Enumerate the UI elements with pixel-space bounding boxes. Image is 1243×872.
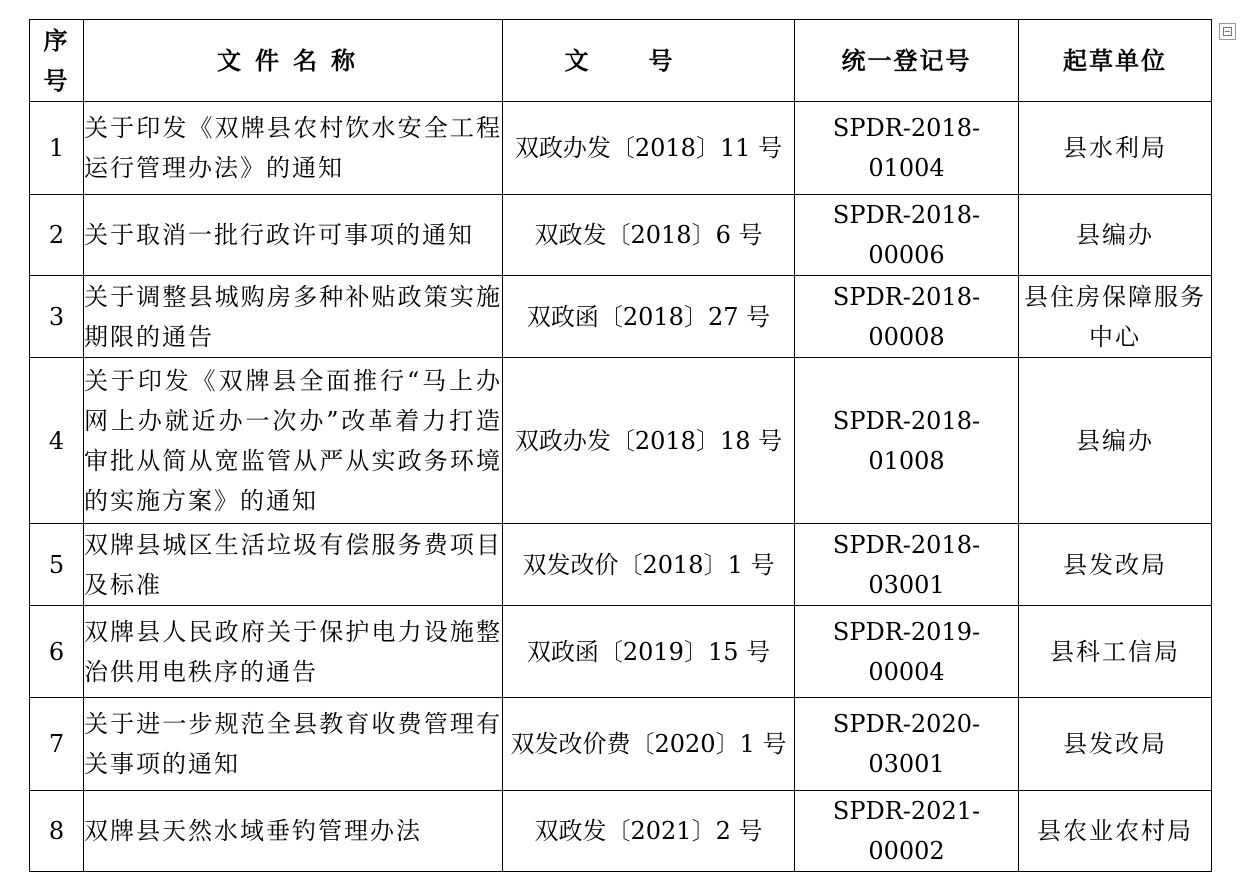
header-row (30, 20, 1212, 102)
cell-reg-no: SPDR-2020-03001 (795, 698, 1019, 791)
cell-name: 双牌县天然水域垂钓管理办法 (84, 791, 503, 872)
header-seq (30, 20, 84, 102)
cell-reg-no: SPDR-2018-03001 (795, 524, 1019, 606)
cell-seq: 5 (30, 524, 84, 606)
cell-name: 关于进一步规范全县教育收费管理有关事项的通知 (84, 698, 503, 791)
header-org (1019, 20, 1212, 102)
cell-reg-no: SPDR-2018-00006 (795, 195, 1019, 276)
cell-doc-no: 双政办发〔2018〕11 号 (503, 102, 795, 195)
header-name-label: 文件名称 (217, 45, 369, 75)
cell-org: 县科工信局 (1019, 606, 1212, 698)
cell-name: 关于调整县城购房多种补贴政策实施期限的通告 (84, 276, 503, 358)
table-row (30, 791, 1212, 872)
cell-name: 双牌县人民政府关于保护电力设施整治供用电秩序的通告 (84, 606, 503, 698)
cell-org: 县编办 (1019, 358, 1212, 524)
cell-org: 县住房保障服务中心 (1019, 276, 1212, 358)
cell-doc-no: 双政发〔2018〕6 号 (503, 195, 795, 276)
header-name (84, 20, 503, 102)
header-seq-label: 序号 (43, 25, 70, 95)
header-doc-no-label: 文号 (564, 45, 733, 75)
cell-seq: 8 (30, 791, 84, 872)
cell-org: 县发改局 (1019, 524, 1212, 606)
table-view-icon[interactable] (1219, 23, 1236, 40)
table-row (30, 195, 1212, 276)
header-org-label: 起草单位 (1063, 45, 1167, 75)
cell-name: 关于印发《双牌县农村饮水安全工程运行管理办法》的通知 (84, 102, 503, 195)
cell-name: 关于取消一批行政许可事项的通知 (84, 195, 503, 276)
table-row (30, 276, 1212, 358)
cell-reg-no: SPDR-2018-01008 (795, 358, 1019, 524)
cell-doc-no: 双政函〔2018〕27 号 (503, 276, 795, 358)
cell-name: 关于印发《双牌县全面推行“马上办网上办就近办一次办”改革着力打造审批从简从宽监管从严从实政务环境的实施方案》的通知 (84, 358, 503, 524)
document-table (29, 19, 1212, 872)
cell-doc-no: 双政发〔2021〕2 号 (503, 791, 795, 872)
cell-reg-no: SPDR-2018-01004 (795, 102, 1019, 195)
table-row (30, 524, 1212, 606)
cell-reg-no: SPDR-2019-00004 (795, 606, 1019, 698)
cell-seq: 4 (30, 358, 84, 524)
cell-name: 双牌县城区生活垃圾有偿服务费项目及标准 (84, 524, 503, 606)
cell-reg-no: SPDR-2018-00008 (795, 276, 1019, 358)
cell-org: 县发改局 (1019, 698, 1212, 791)
table-row (30, 358, 1212, 524)
cell-doc-no: 双政函〔2019〕15 号 (503, 606, 795, 698)
cell-doc-no: 双发改价〔2018〕1 号 (503, 524, 795, 606)
table-row (30, 606, 1212, 698)
cell-org: 县农业农村局 (1019, 791, 1212, 872)
cell-reg-no: SPDR-2021-00002 (795, 791, 1019, 872)
header-reg-no (795, 20, 1019, 102)
cell-doc-no: 双政办发〔2018〕18 号 (503, 358, 795, 524)
cell-seq: 3 (30, 276, 84, 358)
cell-doc-no: 双发改价费〔2020〕1 号 (503, 698, 795, 791)
cell-seq: 7 (30, 698, 84, 791)
cell-org: 县编办 (1019, 195, 1212, 276)
cell-seq: 6 (30, 606, 84, 698)
header-doc-no (503, 20, 795, 102)
cell-org: 县水利局 (1019, 102, 1212, 195)
table-row (30, 698, 1212, 791)
cell-seq: 1 (30, 102, 84, 195)
header-reg-no-label: 统一登记号 (841, 45, 972, 75)
cell-seq: 2 (30, 195, 84, 276)
table-row (30, 102, 1212, 195)
